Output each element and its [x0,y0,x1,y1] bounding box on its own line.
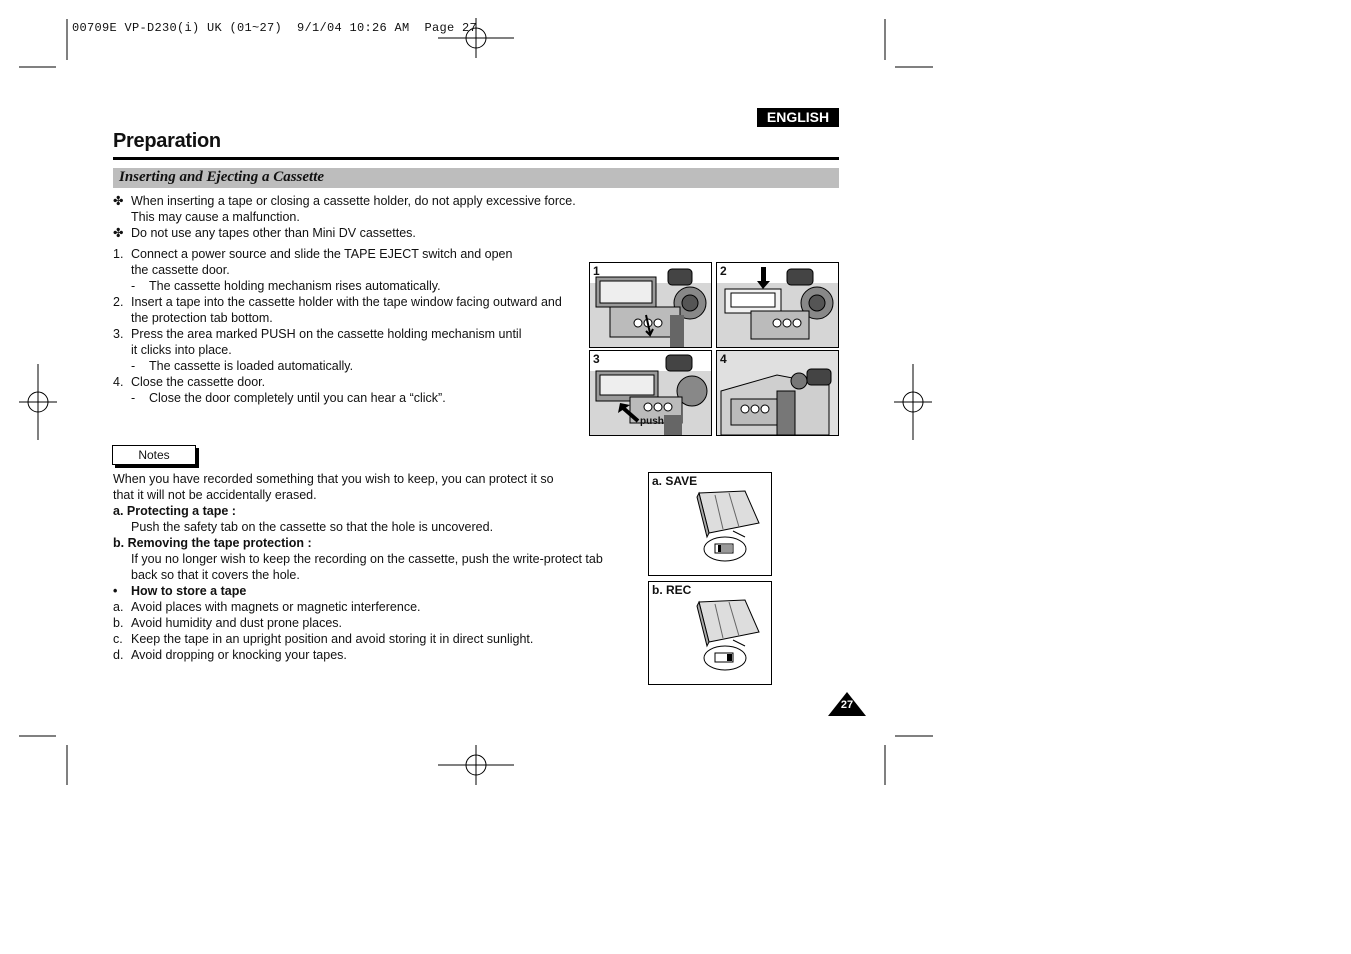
step-sub-dash: - [131,359,136,373]
step-text: Close the cassette door. [131,375,266,389]
push-annotation: push [640,416,664,427]
figure-label: a. SAVE [652,474,698,488]
page-number-badge [828,692,866,716]
language-badge: ENGLISH [757,108,839,127]
store-title: How to store a tape [131,584,247,598]
step-sub-dash: - [131,279,136,293]
camcorder-illustration [590,263,711,347]
store-bullet: • [113,584,118,598]
notes-a-text: Push the safety tab on the cassette so that the hole is uncovered. [131,520,494,534]
figure-step-1 [589,262,712,348]
figure-label: 3 [593,352,600,366]
figure-label: b. REC [652,583,692,597]
step-text: it clicks into place. [131,343,232,357]
caution-text: When inserting a tape or closing a cassette holder, do not apply excessive force. [131,194,576,208]
caution-text: Do not use any tapes other than Mini DV cassettes. [131,226,416,240]
store-item: Avoid humidity and dust prone places. [131,616,343,630]
notes-b-text: If you no longer wish to keep the recording on the cassette, push the write-protect tab [131,552,603,566]
figure-step-4 [716,350,839,436]
store-item: Avoid dropping or knocking your tapes. [131,648,347,662]
store-letter: d. [113,648,124,662]
step-sub-text: The cassette holding mechanism rises automatically. [149,279,441,293]
section-title: Inserting and Ejecting a Cassette [119,169,325,185]
figure-step-3 [589,350,712,436]
figure-label: 2 [720,264,727,278]
cassette-illustration [649,473,771,575]
page-title: Preparation [113,130,221,152]
step-sub-dash: - [131,391,136,405]
figure-label: 4 [720,352,727,366]
camcorder-illustration [717,263,838,347]
cassette-illustration [649,582,771,684]
step-text: Connect a power source and slide the TAPE EJECT switch and open [131,247,513,261]
notes-intro: When you have recorded something that you wish to keep, you can protect it so [113,472,554,486]
caution-marker: ✤ [113,194,124,208]
caution-marker: ✤ [113,226,124,240]
notes-b-text: back so that it covers the hole. [131,568,300,582]
figure-label: 1 [593,264,600,278]
step-number: 2. [113,295,124,309]
store-letter: a. [113,600,124,614]
caution-text: This may cause a malfunction. [131,210,300,224]
print-slug: 00709E VP-D230(i) UK (01~27) 9/1/04 10:26 AM Page 27 [72,21,478,35]
camcorder-illustration [717,351,838,435]
figure-rec [648,581,772,685]
step-text: Press the area marked PUSH on the cassette holding mechanism until [131,327,522,341]
notes-a-title: a. Protecting a tape : [113,504,236,518]
step-sub-text: Close the door completely until you can hear a “click”. [149,391,446,405]
notes-label: Notes [112,445,196,465]
store-item: Keep the tape in an upright position and avoid storing it in direct sunlight. [131,632,534,646]
step-number: 4. [113,375,124,389]
step-number: 3. [113,327,124,341]
title-rule [113,157,839,160]
step-text: the cassette door. [131,263,230,277]
page-number: 27 [840,699,854,711]
figure-save [648,472,772,576]
step-text: the protection tab bottom. [131,311,273,325]
notes-b-title: b. Removing the tape protection : [113,536,312,550]
figure-step-2 [716,262,839,348]
step-text: Insert a tape into the cassette holder with the tape window facing outward and [131,295,562,309]
store-letter: c. [113,632,123,646]
store-item: Avoid places with magnets or magnetic interference. [131,600,421,614]
step-sub-text: The cassette is loaded automatically. [149,359,354,373]
notes-intro: that it will not be accidentally erased. [113,488,317,502]
step-number: 1. [113,247,124,261]
store-letter: b. [113,616,124,630]
section-header [113,168,839,188]
